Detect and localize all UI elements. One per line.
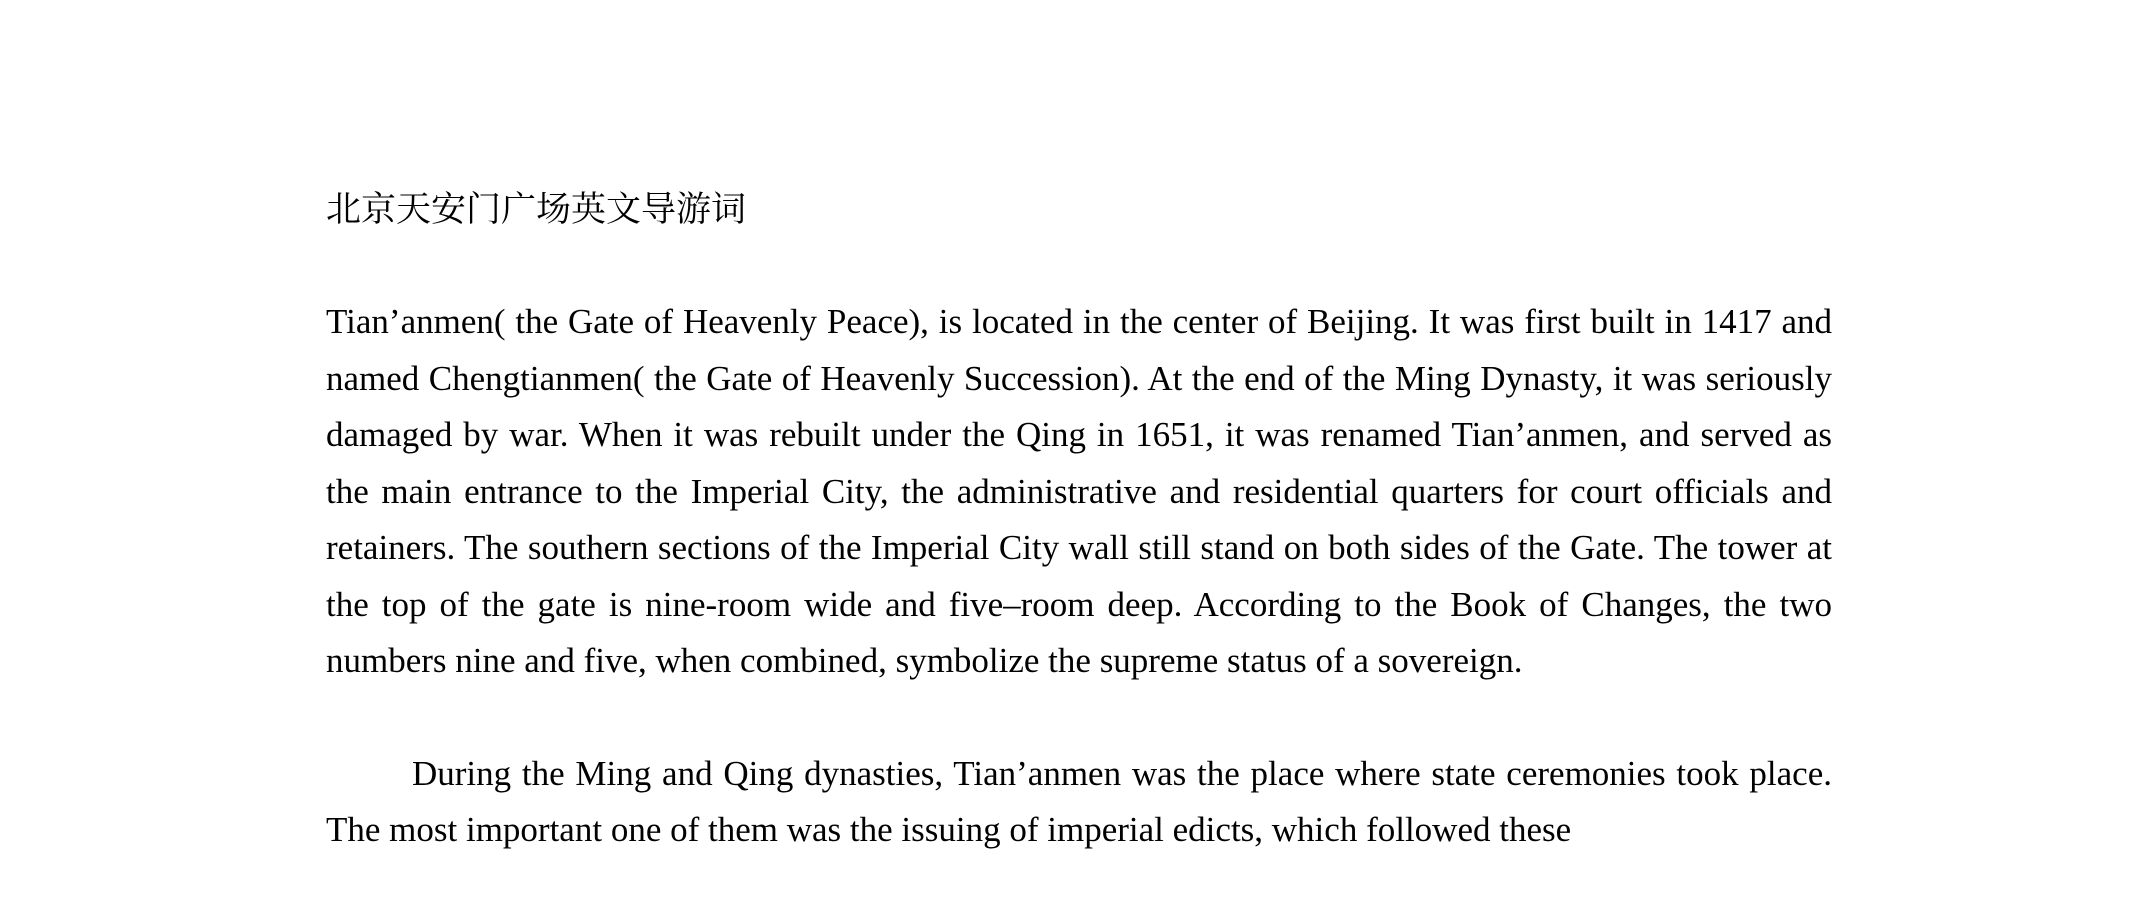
paragraph: During the Ming and Qing dynasties, Tian’anmen was the place where state ceremonies took place. The most important one of them was the issuing of imperial edicts, which followed these: [326, 753, 1832, 849]
paragraph: Tian’anmen( the Gate of Heavenly Peace), is located in the center of Beijing. It was first built in 1417 and named Chengtianmen( the Gate of Heavenly Succession). At the end of the Ming Dynasty, it was seriously damaged by war. When it was rebuilt under the Qing in 1651, it was renamed Tian’anmen, and served as the main entrance to the Imperial City, the administrative and residential quarters for court officials and retainers. The southern sections of the Imperial City wall still stand on both sides of the Gate. The tower at the top of the gate is nine-room wide and five–room deep. According to the Book of Changes, the two numbers nine and five, when combined, symbolize the supreme status of a sovereign.: [326, 302, 1832, 680]
document-body: [326, 182, 1832, 859]
document-title: 北京天安门广场英文导游词: [326, 190, 747, 230]
